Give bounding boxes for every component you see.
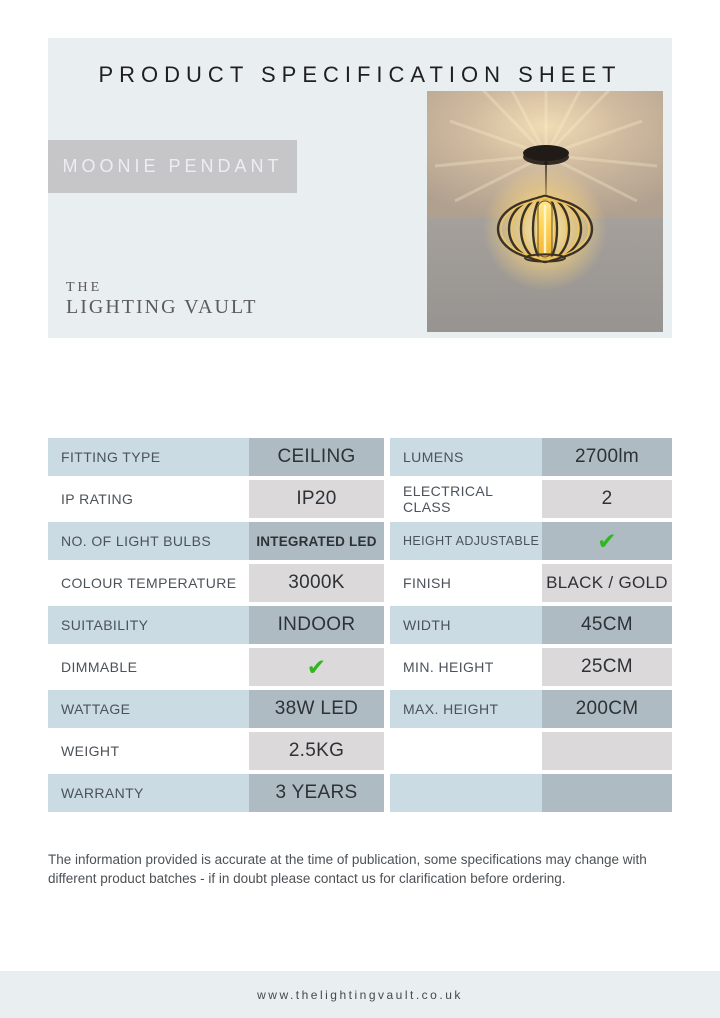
spec-label: FINISH bbox=[390, 564, 542, 602]
spec-value: IP20 bbox=[249, 480, 384, 518]
check-icon: ✔ bbox=[542, 522, 672, 560]
spec-row-suitability bbox=[48, 606, 384, 644]
spec-label: HEIGHT ADJUSTABLE bbox=[390, 522, 542, 560]
spec-row-width bbox=[390, 606, 672, 644]
spec-table-right bbox=[390, 438, 672, 816]
spec-row-colour-temperature bbox=[48, 564, 384, 602]
spec-label: SUITABILITY bbox=[48, 606, 249, 644]
spec-value: 25CM bbox=[542, 648, 672, 686]
spec-row-ip-rating bbox=[48, 480, 384, 518]
spec-row-wattage bbox=[48, 690, 384, 728]
website-text: www.thelightingvault.co.uk bbox=[257, 987, 463, 1002]
spec-label: MAX. HEIGHT bbox=[390, 690, 542, 728]
brand-logo bbox=[66, 280, 258, 319]
spec-label: WARRANTY bbox=[48, 774, 249, 812]
product-name: MOONIE PENDANT bbox=[62, 156, 283, 176]
spec-row-light-bulbs bbox=[48, 522, 384, 560]
spec-label: LUMENS bbox=[390, 438, 542, 476]
spec-value: CEILING bbox=[249, 438, 384, 476]
spec-label: MIN. HEIGHT bbox=[390, 648, 542, 686]
spec-row-weight bbox=[48, 732, 384, 770]
spec-value: 45CM bbox=[542, 606, 672, 644]
spec-label bbox=[390, 732, 542, 770]
spec-value: 2.5KG bbox=[249, 732, 384, 770]
spec-label: WIDTH bbox=[390, 606, 542, 644]
spec-label: COLOUR TEMPERATURE bbox=[48, 564, 249, 602]
spec-label: WATTAGE bbox=[48, 690, 249, 728]
spec-row-height-adjustable bbox=[390, 522, 672, 560]
spec-value: BLACK / GOLD bbox=[542, 564, 672, 602]
spec-value: 38W LED bbox=[249, 690, 384, 728]
spec-row-electrical-class bbox=[390, 480, 672, 518]
spec-value: 2700lm bbox=[542, 438, 672, 476]
brand-line-1: THE bbox=[66, 280, 103, 295]
spec-label: WEIGHT bbox=[48, 732, 249, 770]
check-icon: ✔ bbox=[249, 648, 384, 686]
brand-line-2: LIGHTING VAULT bbox=[66, 296, 258, 319]
product-photo bbox=[427, 91, 663, 332]
header-panel bbox=[48, 38, 672, 338]
spec-value: INTEGRATED LED bbox=[249, 522, 384, 560]
spec-row-min-height bbox=[390, 648, 672, 686]
spec-value: INDOOR bbox=[249, 606, 384, 644]
spec-value: 3 YEARS bbox=[249, 774, 384, 812]
spec-row-lumens bbox=[390, 438, 672, 476]
spec-label: DIMMABLE bbox=[48, 648, 249, 686]
spec-row-empty-1 bbox=[390, 732, 672, 770]
spec-label: NO. OF LIGHT BULBS bbox=[48, 522, 249, 560]
spec-value bbox=[542, 732, 672, 770]
spec-value: 3000K bbox=[249, 564, 384, 602]
spec-row-warranty bbox=[48, 774, 384, 812]
spec-row-empty-2 bbox=[390, 774, 672, 812]
spec-label: ELECTRICAL CLASS bbox=[390, 480, 542, 518]
spec-value: 200CM bbox=[542, 690, 672, 728]
page-title: PRODUCT SPECIFICATION SHEET bbox=[98, 62, 622, 87]
product-name-band bbox=[48, 140, 297, 193]
spec-label: IP RATING bbox=[48, 480, 249, 518]
footer-bar bbox=[0, 971, 720, 1018]
spec-row-finish bbox=[390, 564, 672, 602]
spec-table-left bbox=[48, 438, 384, 816]
disclaimer-text: The information provided is accurate at the time of publication, some specifications may change with different product batches - if in doubt please contact us for clarification before ordering. bbox=[48, 852, 647, 886]
spec-value: 2 bbox=[542, 480, 672, 518]
spec-label bbox=[390, 774, 542, 812]
spec-value bbox=[542, 774, 672, 812]
spec-label: FITTING TYPE bbox=[48, 438, 249, 476]
spec-row-max-height bbox=[390, 690, 672, 728]
spec-row-fitting-type bbox=[48, 438, 384, 476]
spec-row-dimmable bbox=[48, 648, 384, 686]
